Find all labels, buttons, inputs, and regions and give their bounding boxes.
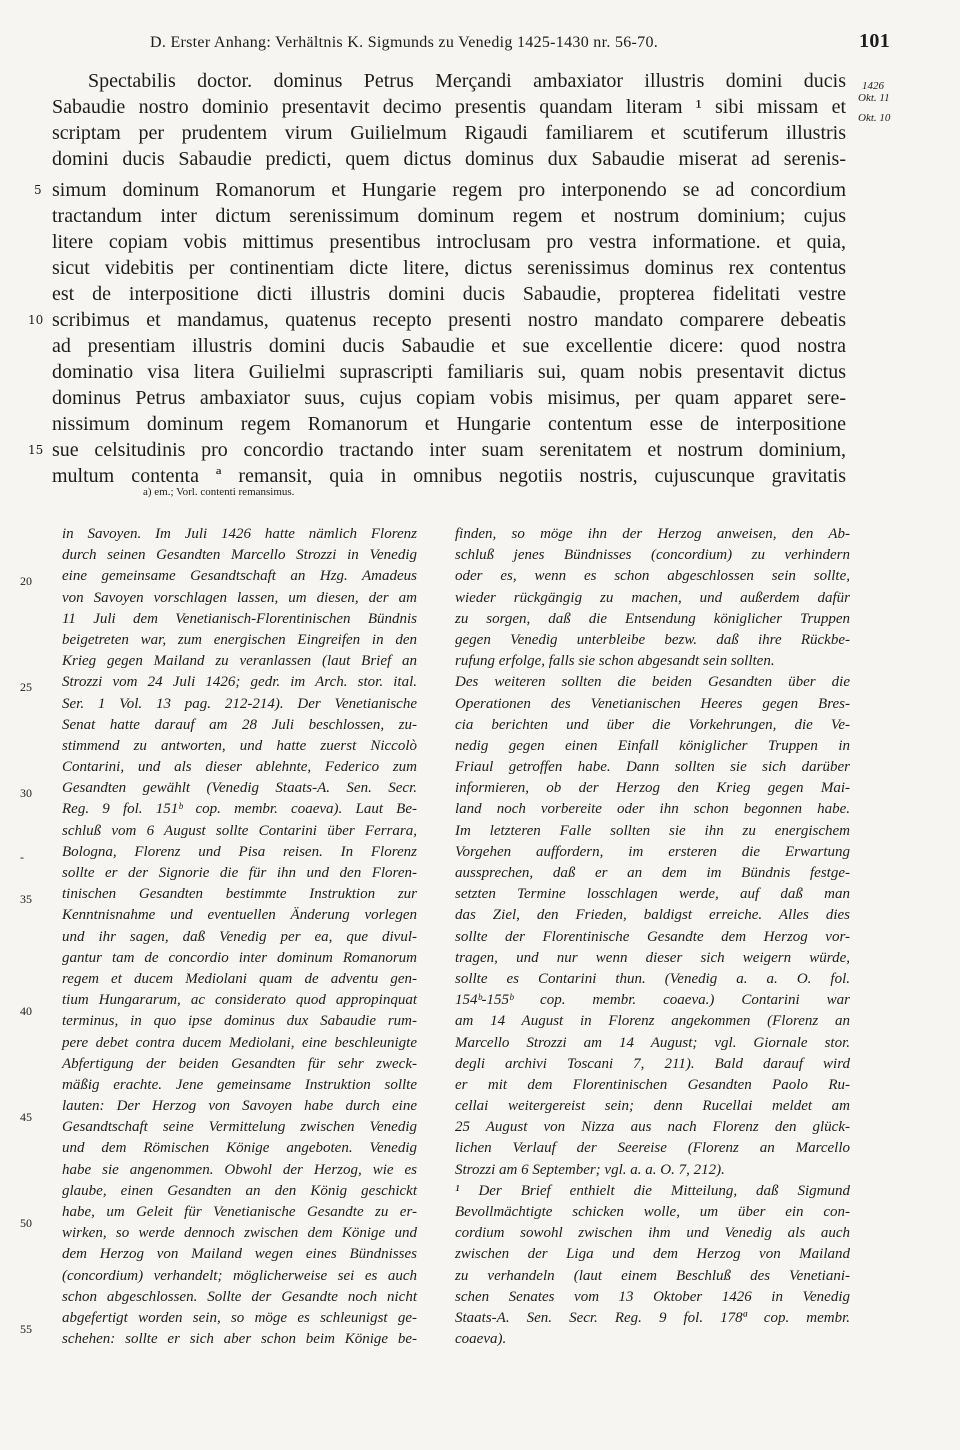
main-text-line: tractandum inter dictum serenissimum dominum regem et nostrum dominium; cujus: [52, 205, 846, 227]
footnote-line: habe sie angenommen. Obwohl der Herzog, wie es: [62, 1161, 417, 1178]
footnote-line: eine gemeinsame Gesandtschaft an Hzg. Amadeus: [62, 568, 417, 585]
footnote-line: 25 August von Nizza aus nach Florenz den glück-: [455, 1119, 850, 1136]
footnote-line: tium Hungararum, ac considerato quod appropinquat: [62, 992, 417, 1009]
main-text-line: sicut videbitis per continentiam dicte litere, dictus serenissimus dominus rex contentus: [52, 257, 846, 279]
main-text-line: dominus Petrus ambaxiator suus, cujus copiam vobis misimus, per quam apparet sere-: [52, 387, 846, 409]
footnote-line: zwischen der Liga und dem Herzog von Mailand: [455, 1246, 850, 1263]
footnote-line: schluß jenes Bündnisses (concordium) zu verhindern: [455, 547, 850, 564]
footnote-line: sollte der Florentinische Gesandte dem Herzog vor-: [455, 928, 850, 945]
main-text-line: scriptam per prudentem virum Guilielmum Rigaudi familiarem et scutiferum illustris: [52, 122, 846, 144]
footnote-line: habe, um Geleit für Venetianische Gesandte zu er-: [62, 1204, 417, 1220]
main-text-line: scribimus et mandamus, quatenus recepto presenti nostro mandato comparere debeatis: [52, 309, 846, 331]
footnote-line: cia berichten und über die Vorkehrungen, die Ve-: [455, 716, 850, 733]
footnote-line: ¹ Der Brief enthielt die Mitteilung, daß Sigmund: [455, 1182, 850, 1199]
footnote-line: dem Herzog von Mailand wegen eines Bündnisses: [62, 1246, 417, 1263]
footnote-line: wieder rückgängig zu machen, und außerdem dafür: [455, 589, 850, 606]
main-text-line: sue celsitudinis pro concordio tractando inter suam serenitatem et nostrum dominium,: [52, 439, 846, 461]
main-text-line: dominatio visa litera Guilielmi suprascripti familiaris sui, quam nobis presentavit dictus: [52, 361, 846, 383]
variant-footnote: a) em.; Vorl. contenti remansimus.: [143, 486, 295, 498]
footnote-line: zu verhandeln (laut einem Beschluß des Venetiani-: [455, 1267, 850, 1284]
line-number: 10: [28, 313, 44, 327]
line-number: 5: [34, 183, 42, 197]
line-number: 20: [20, 574, 32, 588]
footnote-line: Operationen des Venetianischen Heeres gegen Bres-: [455, 695, 850, 712]
footnote-line: lauten: Der Herzog von Savoyen habe durch eine: [62, 1098, 417, 1115]
footnote-line: schen Senates vom 13 Oktober 1426 in Venedig: [455, 1288, 850, 1305]
main-text-line: Spectabilis doctor. dominus Petrus Merçandi ambaxiator illustris domini ducis: [88, 70, 846, 92]
footnote-line: am 14 August in Florenz angekommen (Florenz an: [455, 1013, 850, 1030]
footnote-line: Marcello Strozzi am 14 August; vgl. Giornale stor.: [455, 1034, 850, 1051]
footnote-line: aussprechen, daß er an dem im Bündnis festge-: [455, 865, 850, 881]
footnote-line: gegen Venedig unterbleibe bezw. daß ihre Rückbe-: [455, 631, 850, 648]
footnote-line: schon abgeschlossen. Sollte der Gesandte noch nicht: [62, 1288, 417, 1305]
footnote-line: Vorgehen auffordern, im ersteren die Erwartung: [455, 843, 850, 860]
margin-date-year: 1426: [862, 80, 884, 92]
line-marker: -: [20, 850, 24, 864]
footnote-line: rufung erfolge, falls sie schon abgesandt sein sollten.: [455, 653, 775, 670]
footnote-line: Abfertigung der beiden Gesandten für sehr zweck-: [62, 1055, 417, 1072]
footnote-line: Staats-A. Sen. Secr. Reg. 9 fol. 178ª cop. membr.: [455, 1309, 850, 1326]
footnote-line: Kenntnisnahme und eventuellen Änderung vorlegen: [62, 907, 417, 924]
line-number: 15: [28, 443, 44, 457]
footnote-line: (concordium) verhandelt; möglicherweise sei es auch: [62, 1267, 417, 1284]
footnote-line: schluß vom 6 August sollte Contarini über Ferrara,: [62, 822, 417, 839]
footnote-line: sollte es Contarini thun. (Venedig a. a. O. fol.: [455, 970, 850, 987]
footnote-line: 154ᵇ-155ᵇ cop. membr. coaeva.) Contarini war: [455, 992, 850, 1009]
footnote-line: Contarini, und als dieser ablehnte, Federico zum: [62, 759, 417, 776]
footnote-line: Friaul getroffen habe. Dann sollten sie sich darüber: [455, 759, 850, 776]
footnote-line: wirken, so werde dennoch zwischen dem Könige und: [62, 1225, 417, 1242]
footnote-line: das Ziel, den Frieden, baldigst erreiche. Alles dies: [455, 907, 850, 924]
line-number: 25: [20, 680, 32, 694]
footnote-line: schehen: sollte er sich aber schon beim Könige be-: [62, 1331, 417, 1348]
footnote-line: regem et ducem Mediolani quam de adventu gen-: [62, 970, 417, 987]
main-text-line: nissimum dominum regem Romanorum et Hungarie contentum esse de interpositione: [52, 413, 846, 435]
footnote-line: Reg. 9 fol. 151ᵇ cop. membr. coaeva). Laut Be-: [62, 801, 417, 818]
footnote-line: Ser. 1 Vol. 13 pag. 212-214). Der Venetianische: [62, 695, 417, 712]
footnote-line: sollte er der Signorie die für ihn und den Floren-: [62, 865, 417, 881]
margin-date-first: Okt. 11: [858, 92, 890, 104]
main-text-line: litere copiam vobis mittimus presentibus introclusam pro vestra informatione. et quia,: [52, 231, 846, 253]
line-number: 35: [20, 892, 32, 906]
footnote-line: pere debet contra ducem Mediolani, eine beschleunigte: [62, 1034, 417, 1051]
footnote-line: Bevollmächtigte schicken wolle, um über ein con-: [455, 1204, 850, 1220]
line-number: 40: [20, 1004, 32, 1018]
footnote-line: zu sorgen, daß die Entsendung königlicher Truppen: [455, 610, 850, 627]
footnote-line: und ihr sagen, daß Venedig per ea, que divul-: [62, 928, 417, 945]
footnote-line: informieren, ob der Herzog den Krieg gegen Mai-: [455, 780, 850, 797]
main-text-line: Sabaudie nostro dominio presentavit decimo presentis quandam literam ¹ sibi missam et: [52, 96, 846, 118]
footnote-line: degli archivi Toscani 7, 211). Bald darauf wird: [455, 1055, 850, 1072]
footnote-line: nedig gegen einen Einfall königlicher Truppen in: [455, 737, 850, 754]
footnote-line: beigetreten war, zum energischen Eingreifen in den: [62, 631, 417, 648]
footnote-line: stimmend zu antworten, und hatte zuerst Niccolò: [62, 737, 417, 754]
footnote-line: lichen Verlauf der Seereise (Florenz an Marcello: [455, 1140, 850, 1157]
main-text-line: domini ducis Sabaudie predicti, quem dictus dominus dux Sabaudie miserat ad serenis-: [52, 148, 846, 170]
footnote-line: Strozzi vom 24 Juli 1426; gedr. im Arch. stor. ital.: [62, 674, 417, 691]
running-header: [150, 30, 890, 52]
footnote-line: oder es, wenn es schon abgeschlossen sein sollte,: [455, 568, 850, 585]
footnote-line: Senat hatte darauf am 28 Juli beschlossen, zu-: [62, 716, 417, 733]
footnote-line: und dem Römischen Könige angeboten. Venedig: [62, 1140, 417, 1157]
main-text-line: est de interpositione dicti illustris domini ducis Sabaudie, propterea fidelitati vestre: [52, 283, 846, 305]
footnote-line: Strozzi am 6 September; vgl. a. a. O. 7, 212).: [455, 1161, 725, 1178]
main-text-line: ad presentiam illustris domini ducis Sabaudie et sue excellentie dicere: quod nostra: [52, 335, 846, 357]
footnote-line: gantur tam de concordio inter dominum Romanorum: [62, 949, 417, 966]
page-number: 101: [859, 30, 890, 52]
main-text-line: simum dominum Romanorum et Hungarie regem pro interponendo se ad concordium: [52, 179, 846, 201]
line-number: 30: [20, 786, 32, 800]
footnote-line: er mit dem Florentinischen Gesandten Paolo Ru-: [455, 1076, 850, 1093]
footnote-line: Bologna, Florenz und Pisa reisen. In Florenz: [62, 843, 417, 860]
footnote-line: tragen, und nur wenn dieser sich weigern würde,: [455, 949, 850, 966]
line-number: 50: [20, 1216, 32, 1230]
footnote-line: mäßig erachte. Jene gemeinsame Instruktion sollte: [62, 1076, 417, 1093]
footnote-column-right: [455, 524, 850, 1350]
footnote-line: in Savoyen. Im Juli 1426 hatte nämlich Florenz: [62, 526, 417, 542]
footnote-line: cordium sowohl zwischen ihm und Venedig als auch: [455, 1225, 850, 1242]
running-title: D. Erster Anhang: Verhältnis K. Sigmunds zu Venedig 1425-1430 nr. 56-70.: [150, 34, 659, 51]
footnote-line: finden, so möge ihn der Herzog anweisen, den Ab-: [455, 526, 850, 542]
footnote-line: Gesandtschaft seine Vermittelung zwischen Venedig: [62, 1119, 417, 1136]
footnote-line: Krieg gegen Mailand zu veranlassen (laut Brief an: [62, 653, 417, 670]
footnote-line: durch seinen Gesandten Marcello Strozzi in Venedig: [62, 547, 417, 564]
footnote-line: glaube, einen Gesandten an den König geschickt: [62, 1182, 417, 1199]
footnote-line: land noch vorbereite oder ihn schon begonnen habe.: [455, 801, 850, 818]
footnote-line: 11 Juli dem Venetianisch-Florentinischen Bündnis: [62, 610, 417, 627]
footnote-line: Des weiteren sollten die beiden Gesandten über die: [455, 674, 850, 691]
footnote-line: abgefertigt worden sein, so möge es schleunigst ge-: [62, 1309, 417, 1326]
margin-date-second: Okt. 10: [858, 112, 891, 124]
footnote-line: Gesandten gewählt (Venedig Staats-A. Sen. Secr.: [62, 780, 417, 797]
footnote-line: setzten Termine losschlagen werde, auf daß man: [455, 886, 850, 903]
footnote-line: cellai weitergereist sein; denn Rucellai meldet am: [455, 1098, 850, 1115]
footnote-line: coaeva).: [455, 1331, 507, 1348]
line-number: 45: [20, 1110, 32, 1124]
footnote-line: tinischen Gesandten bestimmte Instruktion zur: [62, 886, 417, 903]
line-number: 55: [20, 1322, 32, 1336]
footnote-column-left: [62, 524, 417, 1350]
main-text-line: multum contenta ª remansit, quia in omnibus negotiis nostris, cujuscunque gravitatis: [52, 465, 846, 487]
footnote-line: von Savoyen vorschlagen lassen, um diesen, der am: [62, 589, 417, 606]
footnote-line: Im letzteren Falle sollten sie ihn zu energischem: [455, 822, 850, 839]
footnote-line: terminus, in quo ipse dominus dux Sabaudie rum-: [62, 1013, 417, 1030]
